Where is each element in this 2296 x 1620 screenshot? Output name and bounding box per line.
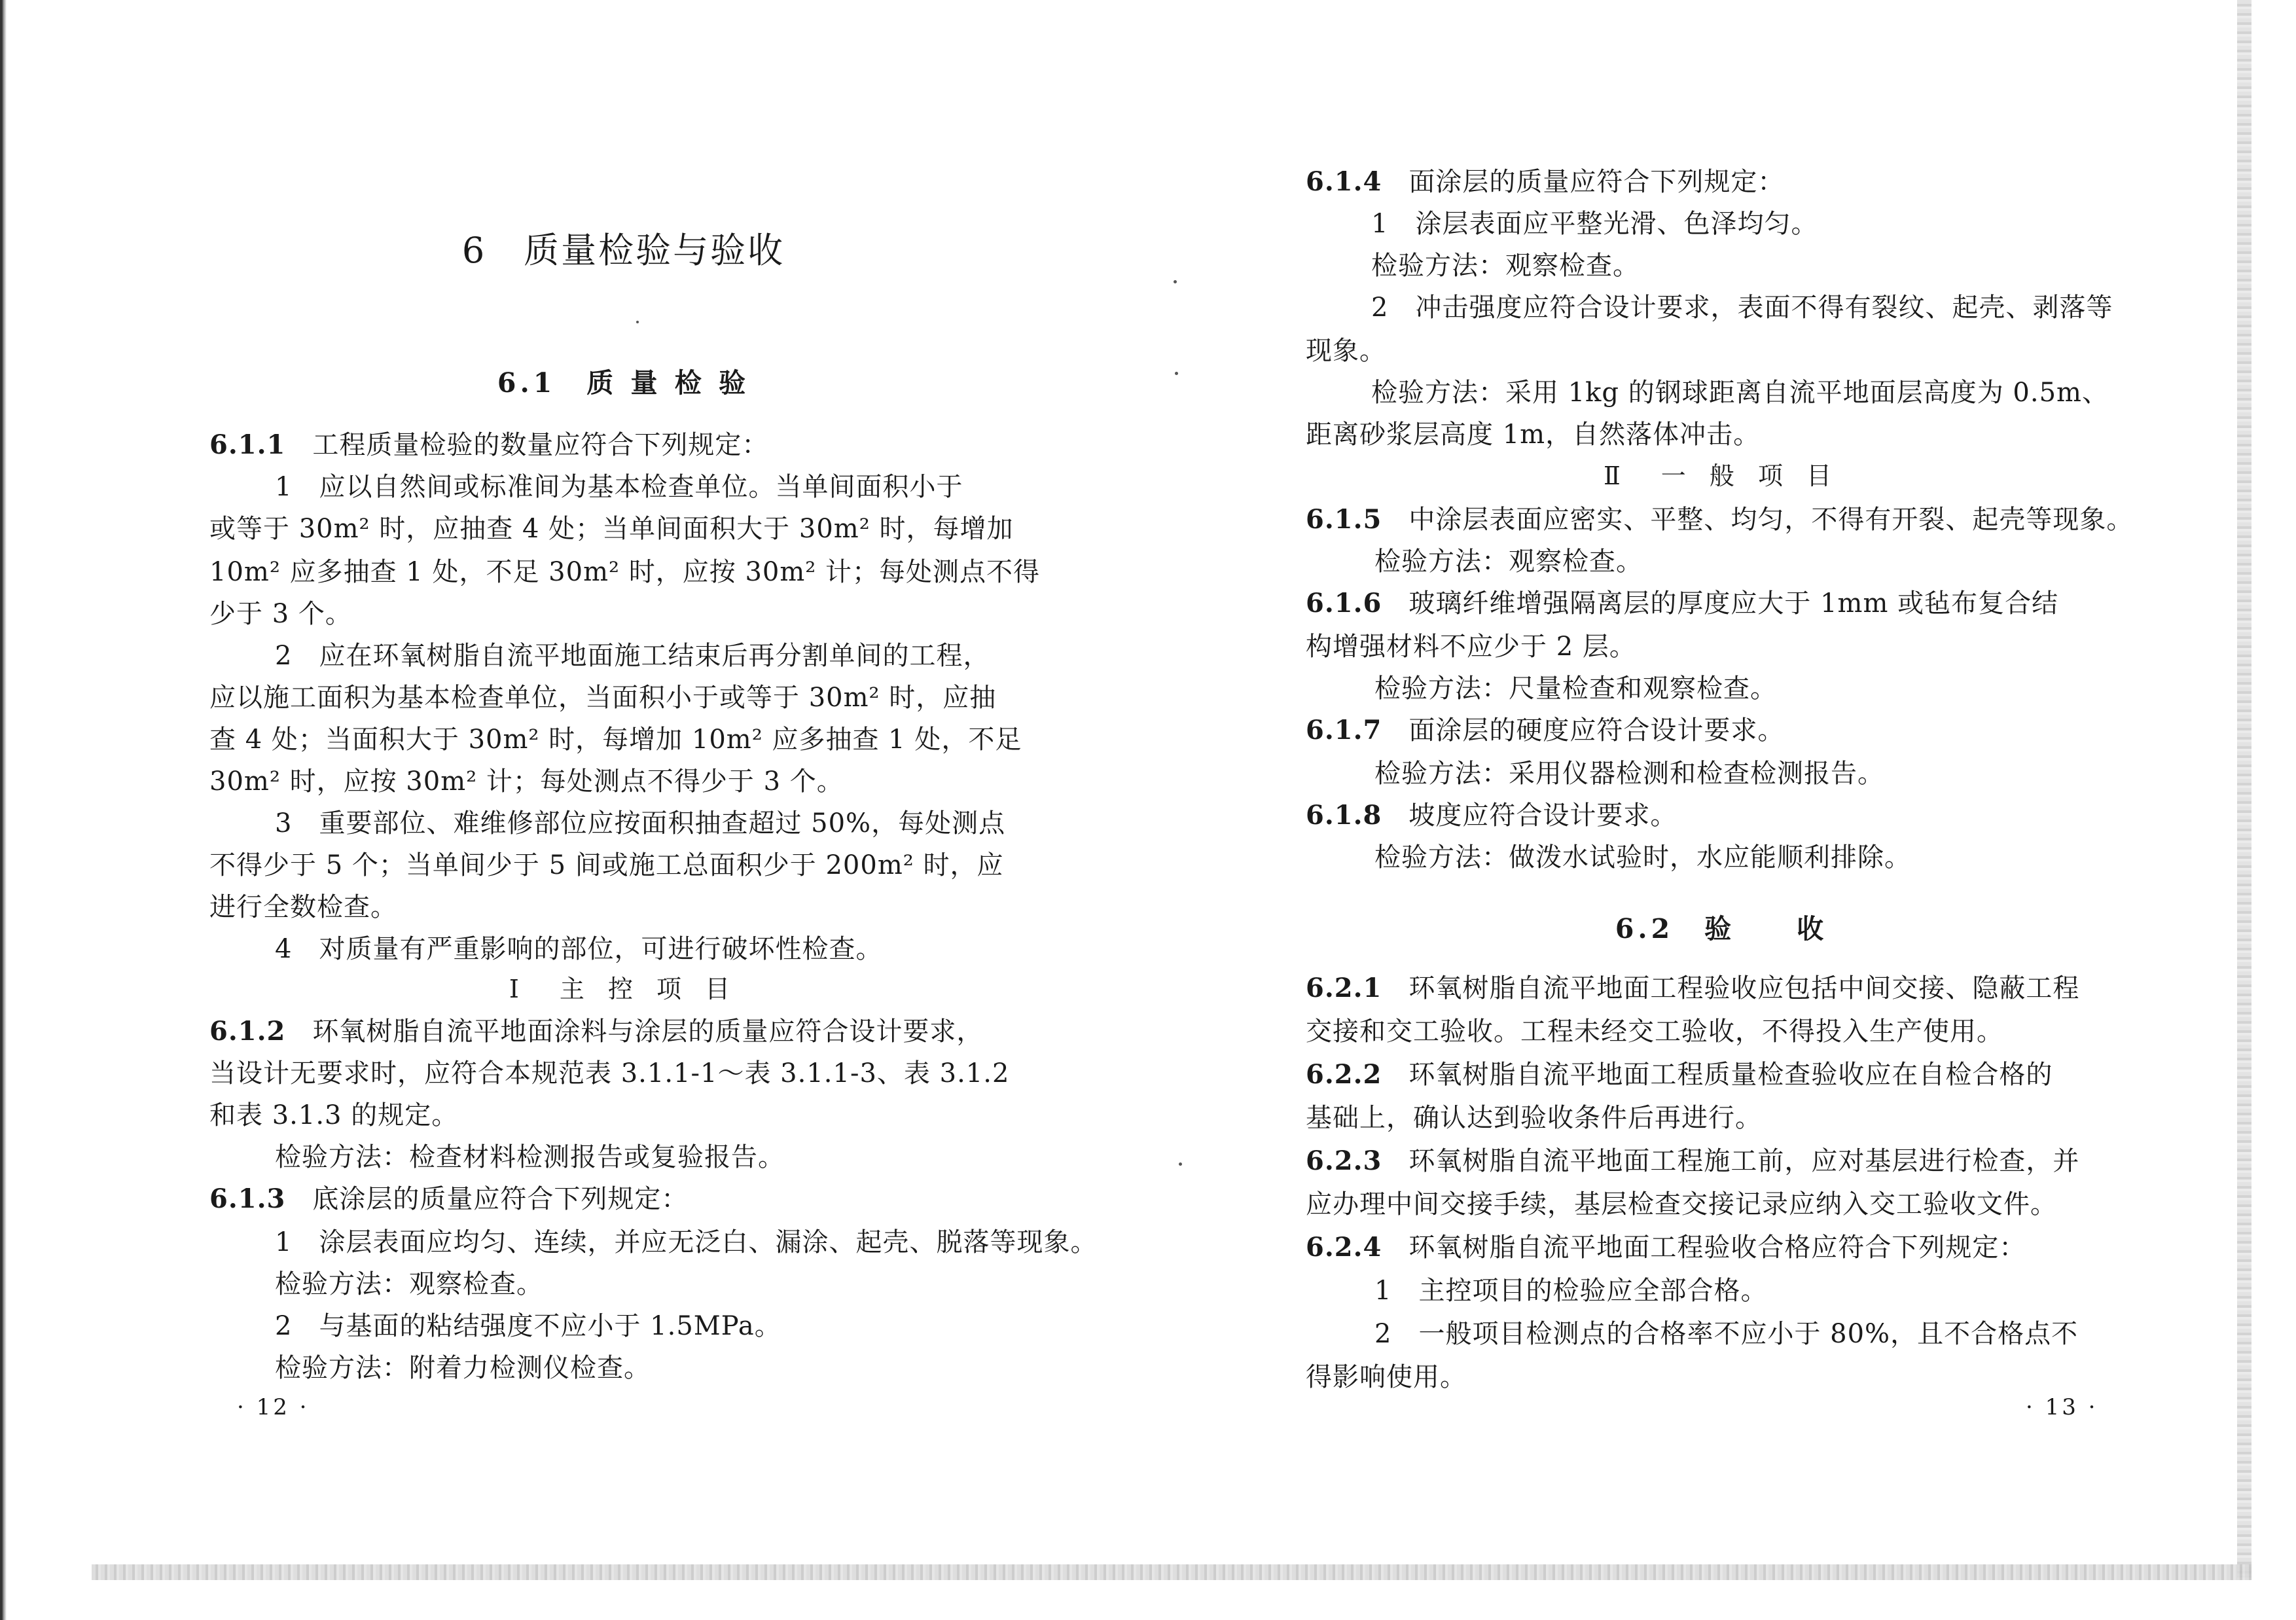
scan-edge-left [0,0,7,1620]
clause-text: 环氧树脂自流平地面工程验收合格应符合下列规定： [1408,1233,2026,1263]
clause-6-1-7 [1306,710,1784,747]
text-line: 应以施工面积为基本检查单位，当面积小于或等于 30m² 时，应抽 [209,683,997,713]
clause-6-2-3 [1306,1140,2079,1178]
text-line: 基础上，确认达到验收条件后再进行。 [1306,1103,1762,1133]
text-line: 1 涂层表面应平整光滑、色泽均匀。 [1371,209,1818,239]
clause-number: 6.1.3 [209,1183,286,1214]
clause-6-1-5 [1306,499,2133,536]
right-page [1306,0,2137,1558]
text-line: 10m² 应多抽查 1 处，不足 30m² 时，应按 30m² 计；每处测点不得 [209,557,1041,587]
clause-6-2-2 [1306,1054,2053,1091]
scan-speck [636,321,639,323]
clause-6-1-3 [209,1178,688,1215]
text-line: 交接和交工验收。工程未经交工验收，不得投入生产使用。 [1306,1017,2003,1047]
clause-number: 6.2.2 [1306,1059,1382,1090]
clause-number: 6.1.8 [1306,800,1382,831]
clause-text: 中涂层表面应密实、平整、均匀，不得有开裂、起壳等现象。 [1408,505,2134,535]
clause-number: 6.1.7 [1306,715,1382,746]
text-line: 进行全数检查。 [209,892,397,922]
clause-number: 6.2.3 [1306,1145,1382,1176]
clause-number: 6.2.1 [1306,973,1382,1003]
scan-edge-right [2237,0,2251,1577]
text-line: 得影响使用。 [1306,1362,1467,1392]
text-line: 30m² 时，应按 30m² 计；每处测点不得少于 3 个。 [209,766,844,797]
text-line: 1 涂层表面应均匀、连续，并应无泛白、漏涂、起壳、脱落等现象。 [275,1227,1098,1257]
clause-text: 底涂层的质量应符合下列规定： [312,1184,689,1214]
clause-6-1-1 [209,424,768,461]
chapter-title: 6 质量检验与验收 [461,230,785,271]
clause-text: 环氧树脂自流平地面工程质量检查验收应在自检合格的 [1408,1060,2053,1090]
page-number-right: · 13 · [2026,1394,2098,1420]
clause-number: 6.1.6 [1306,588,1382,619]
text-line: 1 应以自然间或标准间为基本检查单位。当单间面积小于 [275,472,963,502]
scan-edge-bottom [92,1564,2251,1580]
clause-text: 面涂层的质量应符合下列规定： [1408,167,1785,197]
inspection-method: 检验方法：做泼水试验时，水应能顺利排除。 [1374,842,1911,873]
clause-6-2-1 [1306,967,2079,1005]
clause-text: 面涂层的硬度应符合设计要求。 [1408,715,1785,746]
clause-6-2-4 [1306,1227,2026,1264]
page-number-left: · 12 · [237,1394,310,1420]
text-line: 查 4 处；当面积大于 30m² 时，每增加 10m² 应多抽查 1 处，不足 [209,725,1022,755]
clause-text: 工程质量检验的数量应符合下列规定： [312,430,769,460]
inspection-method: 检验方法：检查材料检测报告或复验报告。 [275,1142,785,1172]
text-line: 当设计无要求时，应符合本规范表 3.1.1-1～表 3.1.1-3、表 3.1.2 [209,1058,1010,1089]
clause-6-1-4 [1306,161,1784,198]
text-line: 4 对质量有严重影响的部位，可进行破坏性检查。 [275,934,883,964]
text-line: 现象。 [1306,336,1386,366]
text-line: 3 重要部位、难维修部位应按面积抽查超过 50%，每处测点 [275,808,1006,838]
inspection-method: 检验方法：观察检查。 [275,1269,543,1299]
text-line: 不得少于 5 个；当单间少于 5 间或施工总面积少于 200m² 时，应 [209,850,1004,880]
group-title-general: Ⅱ 一 般 项 目 [1603,461,1840,490]
text-line: 构增强材料不应少于 2 层。 [1306,632,1636,662]
text-line: 距离砂浆层高度 1m，自然落体冲击。 [1306,420,1761,450]
inspection-method: 检验方法：附着力检测仪检查。 [275,1353,651,1383]
left-page [209,0,1098,1558]
inspection-method: 检验方法：观察检查。 [1374,547,1643,577]
clause-number: 6.2.4 [1306,1232,1382,1263]
scan-speck [1174,280,1177,283]
text-line: 2 与基面的粘结强度不应小于 1.5MPa。 [275,1311,781,1341]
clause-number: 6.1.5 [1306,504,1382,535]
inspection-method: 检验方法：观察检查。 [1371,251,1640,281]
section-title: 6.2 验 收 [1615,913,1828,945]
clause-number: 6.1.4 [1306,166,1382,197]
clause-number: 6.1.1 [209,429,286,460]
clause-text: 环氧树脂自流平地面涂料与涂层的质量应符合设计要求， [312,1017,984,1047]
clause-6-1-8 [1306,795,1677,832]
text-line: 应办理中间交接手续，基层检查交接记录应纳入交工验收文件。 [1306,1189,2057,1219]
text-line: 1 主控项目的检验应全部合格。 [1374,1276,1768,1306]
clause-text: 坡度应符合设计要求。 [1408,801,1677,831]
clause-text: 玻璃纤维增强隔离层的厚度应大于 1mm 或毡布复合结 [1408,588,2059,619]
inspection-method: 检验方法：采用 1kg 的钢球距离自流平地面层高度为 0.5m、 [1371,378,2109,408]
text-line: 和表 3.1.3 的规定。 [209,1100,459,1130]
inspection-method: 检验方法：采用仪器检测和检查检测报告。 [1374,759,1884,789]
inspection-method: 检验方法：尺量检查和观察检查。 [1374,674,1777,704]
text-line: 或等于 30m² 时，应抽查 4 处；当单间面积大于 30m² 时，每增加 [209,514,1014,544]
clause-text: 环氧树脂自流平地面工程验收应包括中间交接、隐蔽工程 [1408,973,2080,1003]
clause-text: 环氧树脂自流平地面工程施工前，应对基层进行检查，并 [1408,1146,2080,1176]
clause-number: 6.1.2 [209,1016,286,1047]
clause-6-1-2 [209,1011,983,1048]
scan-speck [1179,1162,1182,1166]
text-line: 2 应在环氧树脂自流平地面施工结束后再分割单间的工程， [275,641,990,671]
clause-6-1-6 [1306,583,2058,620]
text-line: 少于 3 个。 [209,599,352,629]
scan-speck [1175,372,1178,375]
text-line: 2 冲击强度应符合设计要求，表面不得有裂纹、起壳、剥落等 [1371,293,2113,323]
group-title-main-control: Ⅰ 主 控 项 目 [509,975,738,1003]
text-line: 2 一般项目检测点的合格率不应小于 80%，且不合格点不 [1374,1319,2079,1349]
section-title: 6.1 质 量 检 验 [497,367,750,399]
